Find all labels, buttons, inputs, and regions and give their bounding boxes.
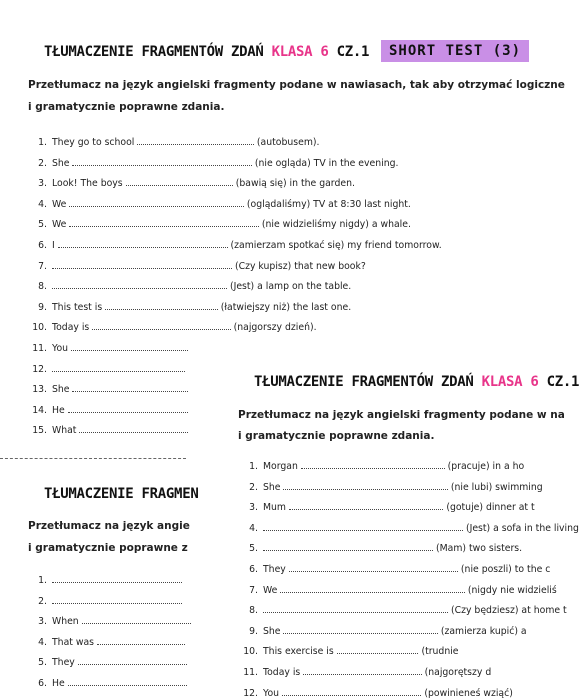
test2-clip xyxy=(188,356,579,699)
answer-blank[interactable] xyxy=(78,656,187,665)
answer-blank[interactable] xyxy=(137,136,254,145)
sentence-hint: (pracuje) in a ho xyxy=(447,461,525,472)
sentence-number: 15. xyxy=(32,425,47,437)
sentence-row xyxy=(238,604,567,616)
sentence-hint: (bawią się) in the garden. xyxy=(235,178,355,190)
answer-blank[interactable] xyxy=(263,604,448,613)
sentence-hint: (gotuje) dinner at t xyxy=(446,502,535,514)
answer-blank[interactable] xyxy=(52,595,182,604)
sentence-row xyxy=(238,542,522,554)
sentence-hint: (autobusem). xyxy=(256,137,320,148)
answer-blank[interactable] xyxy=(79,424,191,433)
sentence-row xyxy=(27,636,185,648)
sentence-start: Today is xyxy=(263,667,301,678)
sentence-start: Mum xyxy=(263,502,286,514)
sentence-number: 12. xyxy=(243,687,258,699)
sentence-start: You xyxy=(52,343,69,354)
sentence-start: When xyxy=(52,616,79,628)
sentence-start: She xyxy=(52,157,70,169)
sentence-number: 2. xyxy=(38,157,47,169)
sentence-number: 5. xyxy=(38,657,47,669)
sentence-hint: (nie lubi) swimming xyxy=(450,481,543,493)
sentence-start: She xyxy=(52,384,70,396)
sentence-number: 8. xyxy=(249,605,258,617)
sentence-number: 4. xyxy=(38,636,47,648)
answer-blank[interactable] xyxy=(283,625,437,634)
answer-blank[interactable] xyxy=(263,522,463,531)
answer-blank[interactable] xyxy=(69,218,259,227)
sentence-hint: (trudnie xyxy=(421,646,459,658)
sentence-number: 11. xyxy=(32,343,47,354)
sentence-number: 2. xyxy=(249,481,258,493)
cut-line xyxy=(0,458,186,459)
sentence-row xyxy=(27,198,411,210)
sentence-row xyxy=(27,656,187,668)
sentence-row xyxy=(27,218,411,230)
test2-title xyxy=(254,374,579,390)
answer-blank[interactable] xyxy=(126,177,233,186)
answer-blank[interactable] xyxy=(97,636,185,645)
test2-instruction-line2: i gramatycznie poprawne zdania. xyxy=(238,430,435,442)
sentence-number: 9. xyxy=(249,625,258,637)
answer-blank[interactable] xyxy=(68,677,188,686)
sentence-hint: (nigdy nie widzieliś xyxy=(467,584,557,596)
answer-blank[interactable] xyxy=(82,615,191,624)
answer-blank[interactable] xyxy=(52,574,182,583)
sentence-row xyxy=(27,136,319,148)
sentence-number: 7. xyxy=(249,584,258,596)
short-test-badge: SHORT TEST (3) xyxy=(381,40,529,62)
sentence-row xyxy=(238,522,579,534)
sentence-hint: (nie ogląda) TV in the evening. xyxy=(254,157,399,169)
sentence-number: 6. xyxy=(38,240,47,251)
sentence-start: I xyxy=(52,240,55,251)
sentence-start: Morgan xyxy=(263,461,298,472)
sentence-start: They xyxy=(52,657,75,669)
sentence-hint: (nie poszli) to the c xyxy=(460,564,551,575)
sentence-start: What xyxy=(52,425,77,437)
answer-blank[interactable] xyxy=(280,584,465,593)
sentence-start: She xyxy=(263,481,281,493)
test2-instruction-line1: Przetłumacz na język angielski fragmenty podane w na xyxy=(238,409,565,421)
sentence-number: 2. xyxy=(38,595,47,607)
sentence-row xyxy=(238,563,550,575)
sentence-row xyxy=(238,460,524,472)
answer-blank[interactable] xyxy=(52,363,185,372)
sentence-row xyxy=(238,645,459,657)
answer-blank[interactable] xyxy=(92,321,230,330)
sentence-row xyxy=(27,280,351,292)
answer-blank[interactable] xyxy=(303,666,421,675)
sentence-number: 9. xyxy=(38,301,47,313)
sentence-row xyxy=(238,666,491,678)
sentence-number: 3. xyxy=(249,502,258,514)
answer-blank[interactable] xyxy=(263,542,433,551)
sentence-number: 1. xyxy=(38,575,47,586)
test1-title-klasa: KLASA 6 xyxy=(271,44,329,60)
sentence-row xyxy=(27,260,366,272)
test3-instruction-line2: i gramatycznie poprawne z xyxy=(28,542,188,554)
sentence-hint: (Jest) a sofa in the living xyxy=(465,522,579,534)
answer-blank[interactable] xyxy=(301,460,445,469)
sentence-row xyxy=(238,625,527,637)
sentence-row xyxy=(238,481,543,493)
sentence-hint: (najgorszy dzień). xyxy=(233,322,317,334)
sentence-start: This test is xyxy=(52,301,103,313)
sentence-row xyxy=(238,501,535,513)
sentence-start: She xyxy=(263,625,281,637)
answer-blank[interactable] xyxy=(289,501,443,510)
sentence-number: 5. xyxy=(38,219,47,231)
answer-blank[interactable] xyxy=(72,157,251,166)
sentence-number: 10. xyxy=(243,646,258,658)
test3-title: TŁUMACZENIE FRAGMEN xyxy=(44,486,199,502)
answer-blank[interactable] xyxy=(282,687,421,696)
sentence-row xyxy=(27,404,190,416)
test2-title-suffix: CZ.1 xyxy=(538,374,579,390)
sentence-row xyxy=(27,239,442,251)
sentence-start: They go to school xyxy=(52,137,135,148)
sentence-number: 13. xyxy=(32,384,47,396)
sentence-hint: (łatwiejszy niż) the last one. xyxy=(220,301,352,313)
test3-clip xyxy=(0,460,199,690)
sentence-hint: (zamierza kupić) a xyxy=(440,625,527,637)
sentence-start: Look! The boys xyxy=(52,178,123,190)
sentence-row xyxy=(27,615,191,627)
answer-blank[interactable] xyxy=(337,645,419,654)
sentence-hint: (najgorętszy d xyxy=(424,667,492,678)
sentence-number: 14. xyxy=(32,404,47,416)
sentence-row xyxy=(238,687,513,699)
sentence-number: 4. xyxy=(38,198,47,210)
sentence-number: 4. xyxy=(249,522,258,534)
sentence-row xyxy=(27,321,317,333)
sentence-number: 3. xyxy=(38,616,47,628)
sentence-number: 12. xyxy=(32,363,47,375)
sentence-row xyxy=(27,157,398,169)
sentence-row xyxy=(27,301,351,313)
answer-blank[interactable] xyxy=(68,404,191,413)
sentence-number: 7. xyxy=(38,260,47,272)
sentence-hint: (oglądaliśmy) TV at 8:30 last night. xyxy=(246,198,411,210)
sentence-number: 8. xyxy=(38,281,47,293)
test1-instruction-line2: i gramatycznie poprawne zdania. xyxy=(28,101,225,113)
test1-title-suffix: CZ.1 xyxy=(328,44,370,60)
test2-title-main: TŁUMACZENIE FRAGMENTÓW ZDAŃ xyxy=(254,374,482,390)
sentence-number: 1. xyxy=(38,137,47,148)
sentence-start: That was xyxy=(52,636,95,648)
sentence-start: You xyxy=(263,687,280,699)
answer-blank[interactable] xyxy=(52,260,232,269)
sentence-row xyxy=(27,177,355,189)
sentence-row xyxy=(27,383,190,395)
sentence-hint: (Czy będziesz) at home t xyxy=(450,605,567,617)
sentence-number: 5. xyxy=(249,543,258,555)
sentence-row xyxy=(27,595,182,607)
sentence-row xyxy=(27,677,187,689)
sentence-number: 1. xyxy=(249,461,258,472)
sentence-number: 3. xyxy=(38,178,47,190)
sentence-start: He xyxy=(52,404,65,416)
sentence-row xyxy=(238,584,557,596)
sentence-number: 10. xyxy=(32,322,47,334)
sentence-hint: (powinieneś wziąć) xyxy=(424,687,513,699)
sentence-row xyxy=(27,363,185,375)
sentence-hint: (Jest) a lamp on the table. xyxy=(229,281,352,293)
answer-blank[interactable] xyxy=(71,342,188,351)
sentence-start: We xyxy=(52,219,67,231)
answer-blank[interactable] xyxy=(52,280,227,289)
sentence-number: 6. xyxy=(38,678,47,689)
sentence-hint: (Czy kupisz) that new book? xyxy=(234,260,366,272)
answer-blank[interactable] xyxy=(69,198,244,207)
sentence-row xyxy=(27,424,192,436)
sentence-number: 11. xyxy=(243,667,258,678)
test1-title xyxy=(44,44,369,60)
test1-instruction-line1: Przetłumacz na język angielski fragmenty podane w nawiasach, tak aby otrzymać logiczne xyxy=(28,79,565,91)
answer-blank[interactable] xyxy=(289,563,458,572)
test2-title-klasa: KLASA 6 xyxy=(481,374,539,390)
sentence-row xyxy=(27,342,188,354)
sentence-start: Today is xyxy=(52,322,90,334)
sentence-hint: (Mam) two sisters. xyxy=(435,543,523,555)
sentence-start: This exercise is xyxy=(263,646,334,658)
sentence-start: He xyxy=(52,678,65,689)
answer-blank[interactable] xyxy=(58,239,228,248)
answer-blank[interactable] xyxy=(72,383,189,392)
test1-title-main: TŁUMACZENIE FRAGMENTÓW ZDAŃ xyxy=(44,44,272,60)
sentence-hint: (zamierzam spotkać się) my friend tomorrow. xyxy=(230,240,442,251)
sentence-start: They xyxy=(263,564,286,575)
sentence-row xyxy=(27,574,182,586)
sentence-hint: (nie widzieliśmy nigdy) a whale. xyxy=(261,219,411,231)
sentence-start: We xyxy=(263,584,278,596)
test3-instruction-line1: Przetłumacz na język angie xyxy=(28,520,190,532)
sentence-start: We xyxy=(52,198,67,210)
sentence-number: 6. xyxy=(249,564,258,575)
answer-blank[interactable] xyxy=(283,481,447,490)
answer-blank[interactable] xyxy=(105,301,218,310)
